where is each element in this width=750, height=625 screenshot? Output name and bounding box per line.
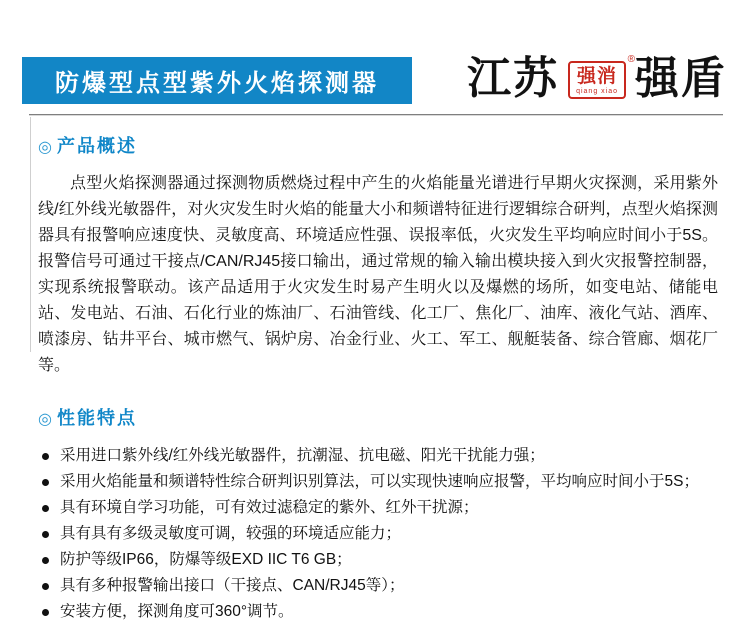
feature-text: 采用进口紫外线/红外线光敏器件，抗潮湿、抗电磁、阳光干扰能力强；: [60, 447, 545, 464]
feature-list-item: [40, 443, 718, 469]
section-title-overview-label: 产品概述: [56, 136, 137, 156]
feature-list-item: [40, 547, 718, 573]
bullet-icon: [42, 583, 49, 590]
section-marker-icon: ◎: [38, 139, 54, 156]
brand-seal-text: 强消: [577, 66, 618, 88]
feature-list-item: [40, 495, 718, 521]
section-title-features-label: 性能特点: [56, 408, 137, 428]
bullet-icon: [42, 479, 49, 486]
brand-text-left: 江苏: [467, 54, 560, 103]
overview-paragraph: 点型火焰探测器通过探测物质燃烧过程中产生的火焰能量光谱进行早期火灾探测，采用紫外线/红外线光敏器件，对火灾发生时火焰的能量大小和频谱特征进行逻辑综合研判，点型火焰探测器具有报警响应速度快、灵敏度高、环境适应性强、误报率低，火灾发生平均响应时间小于5S。报警信号可通过干接点/CAN/RJ45接口输出，通过常规的输入输出模块接入到火灾报警控制器，实现系统报警联动。该产品适用于火灾发生时易产生明火以及爆燃的场所，如变电站、储能电站、发电站、石油、石化行业的炼油厂、石油管线、化工厂、焦化厂、油库、液化气站、酒库、喷漆房、钻井平台、城市燃气、锅炉房、冶金行业、火工、军工、舰艇装备、综合管廊、烟花厂等。: [38, 175, 718, 374]
feature-list-item: [40, 573, 718, 599]
brand-text-right: 强盾: [635, 54, 727, 103]
bullet-icon: [42, 557, 49, 564]
feature-list-item: [40, 521, 718, 547]
page-title-banner: [22, 57, 412, 104]
brand-seal-icon: [568, 54, 635, 99]
feature-list: [38, 443, 718, 625]
bullet-icon: [42, 505, 49, 512]
brand-seal-pinyin: qiang xiao: [576, 87, 618, 95]
document-body: [38, 132, 718, 625]
bullet-icon: [42, 531, 49, 538]
left-frame-line: [30, 117, 31, 352]
feature-text: 具有环境自学习功能，可有效过滤稳定的紫外、红外干扰源；: [60, 499, 479, 516]
registered-trademark-icon: ®: [627, 54, 635, 66]
page-title: 防爆型点型紫外火焰探测器: [55, 70, 379, 97]
feature-text: 具有多种报警输出接口（干接点、CAN/RJ45等）；: [60, 577, 405, 594]
feature-text: 防护等级IP66，防爆等级EXD IIC T6 GB；: [60, 551, 352, 568]
header-divider: [29, 114, 723, 116]
section-marker-icon: ◎: [38, 411, 54, 428]
feature-text: 具有具有多级灵敏度可调，较强的环境适应能力；: [60, 525, 402, 542]
feature-text: 安装方便，探测角度可360°调节。: [60, 603, 294, 620]
feature-list-item: [40, 599, 718, 625]
brand-logo: [467, 50, 727, 108]
bullet-icon: [42, 609, 49, 616]
feature-text: 采用火焰能量和频谱特性综合研判识别算法，可以实现快速响应报警，平均响应时间小于5S；: [60, 473, 699, 490]
bullet-icon: [42, 453, 49, 460]
section-title-overview: [38, 132, 718, 158]
section-title-features: [38, 404, 718, 430]
feature-list-item: [40, 469, 718, 495]
